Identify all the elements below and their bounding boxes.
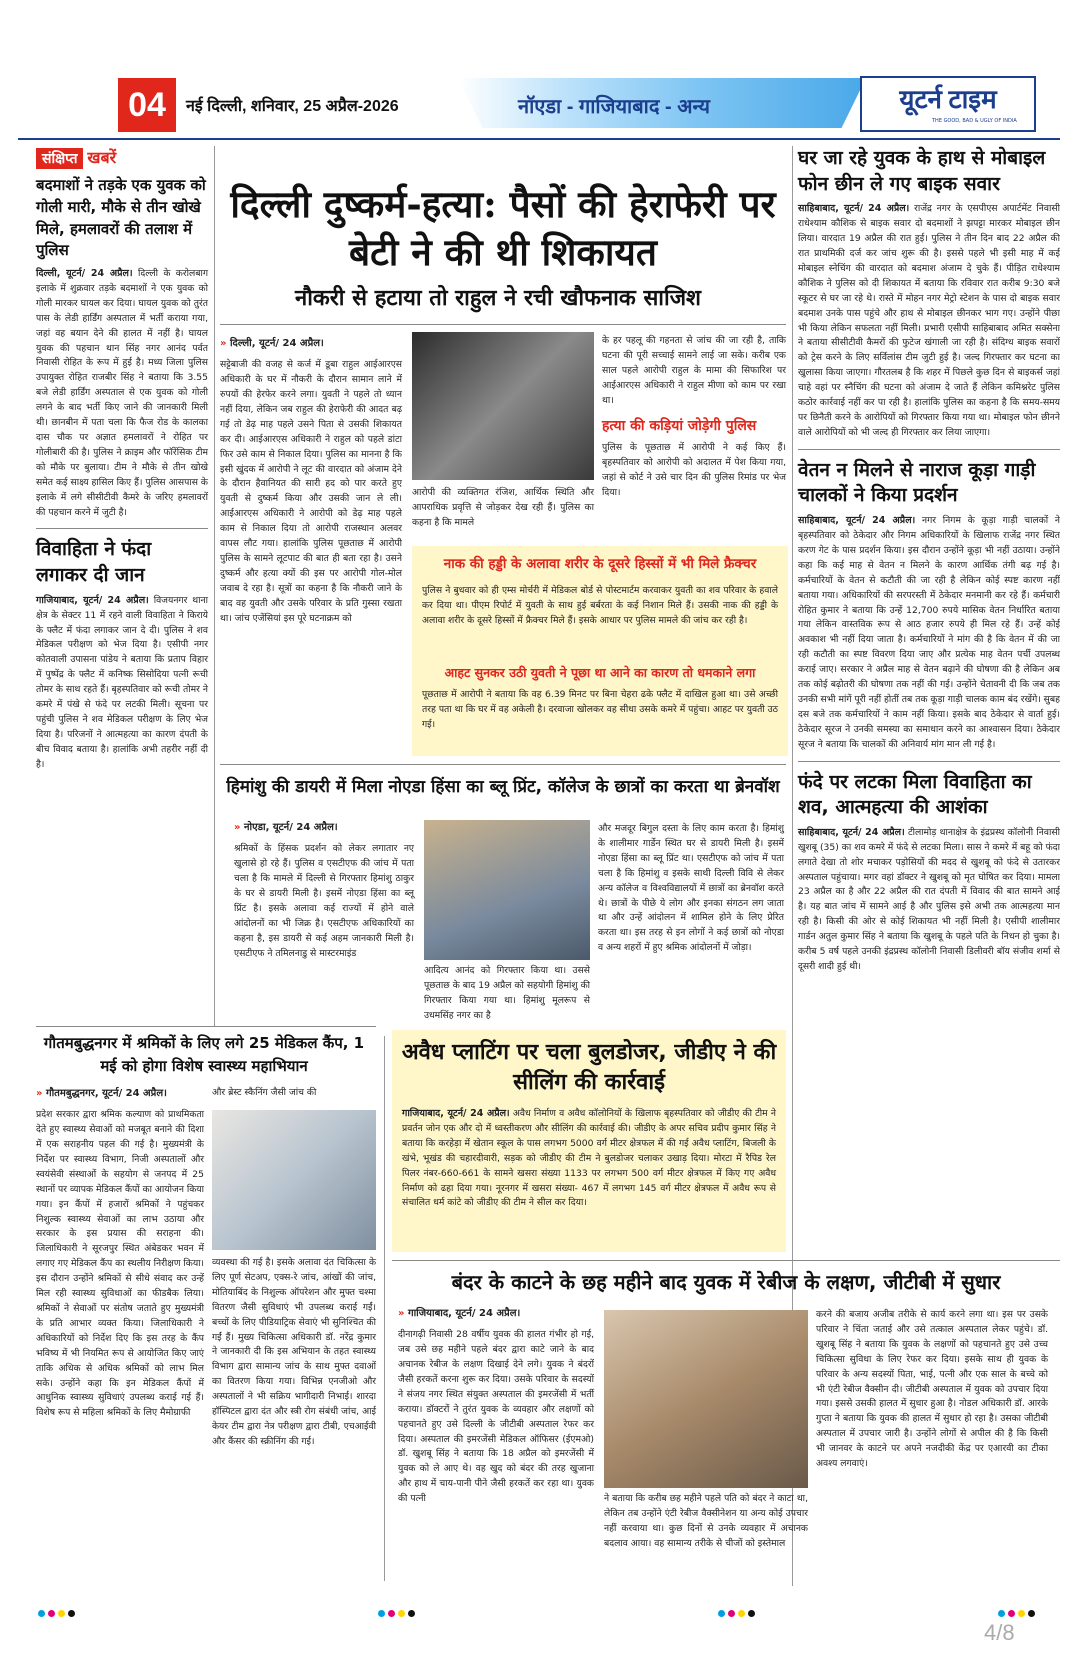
rabies-photo: [604, 1310, 808, 1488]
right-1-dateline: साहिबाबाद, यूटर्न/ 24 अप्रैल।: [798, 203, 910, 215]
bulldozer-body: [402, 1106, 776, 1211]
brief-2-title: विवाहिता ने फंदा लगाकर दी जान: [36, 538, 152, 587]
right-3-body: [798, 825, 1060, 975]
rabies-dateline: गाजियाबाद, यूटर्न/ 24 अप्रैल।: [407, 1308, 521, 1319]
lead-col-2: आरोपी की व्यक्तिगत रंजिश, आर्थिक स्थिति और आपराधिक प्रवृत्ति से जोड़कर देख रही हैं। पुलिस का कहना है कि मामले: [412, 487, 594, 528]
divider: [392, 1260, 1060, 1261]
divider: [798, 761, 1060, 762]
lead-sidebar-box: [412, 546, 788, 756]
camp-col-1: [36, 1086, 204, 1421]
himanshu-col-1: [234, 820, 414, 961]
rabies-byline: » गाजियाबाद, यूटर्न/ 24 अप्रैल।: [398, 1308, 521, 1319]
lead-byline: » दिल्ली, यूटर्न/ 24 अप्रैल।: [220, 338, 324, 349]
lead-col-3: [602, 334, 786, 501]
rabies-headline: बंदर के काटने के छह महीने बाद युवक में रेबीज के लक्षण, जीटीबी में सुधार: [451, 1270, 1001, 1294]
rabies-text-1: दीनागढ़ी निवासी 28 वर्षीय युवक की हालत गंभीर हो गई, जब उसे छह महीने पहले बंदर द्वारा काटे जाने के बाद अचानक रेबीज के लक्षण दिखाई देने लगे। युवक ने बंदरों जैसी हरकतें करना शुरू कर दिया। उसके परिवार के सदस्यों ने संजय नगर स्थित संयुक्त अस्पताल की इमरजेंसी में भर्ती कराया। डॉक्टरों ने तुरंत युवक के व्यवहार और लक्षणों को पहचानते हुए उसे दिल्ली के जीटीबी अस्पताल रेफर कर दिया। अस्पताल की इमरजेंसी मेडिकल ऑफिसर (ईएमओ) डॉ. खुशबू सिंह ने बताया कि 18 अप्रैल को इमरजेंसी में युवक को ले आए थे। वह खुद को बंदर की तरह खुजाना और हाथ में चाय-पानी पीने जैसी हरकतें कर रहा था। युवक की पत्नी: [398, 1329, 594, 1505]
brief-2-body: [36, 593, 208, 773]
box-heading-2: आहट सुनकर उठी युवती ने पूछा था आने का कारण तो धमकाने लगा: [444, 665, 756, 680]
logo-text: यूटर्न टाइम: [899, 85, 997, 114]
camp-photo: [212, 1110, 376, 1250]
rabies-col-2: ने बताया कि करीब छह महीने पहले पति को बंदर ने काटा था, लेकिन तब उन्होंने एंटी रेबीज वैक्सीनेशन या अन्य कोई उपचार नहीं करवाया था। कुछ दिनों से उनके व्यवहार में अचानक बदलाव आया। वह सामान्य तरीके से चीजों को इस्तेमाल: [604, 1493, 808, 1549]
masthead: [18, 74, 1060, 134]
brief-1-text: दिल्ली के करोलबाग इलाके में शुक्रवार तड़के बदमाशों ने एक युवक को गोली मारकर घायल कर दिया। घायल युवक को तुरंत पास के लेडी हार्डिंग अस्पताल में भर्ती कराया गया, जहां वह बयान देने की हालत में नहीं है। घायल युवक की पहचान थान सिंह नगर आनंद पर्वत निवासी रोहित के रूप में हुई है। मध्य जिला पुलिस उपायुक्त रोहित राजबीर सिंह ने बताया कि 3.55 बजे लेडी हार्डिंग अस्पताल से एक युवक को गोली लगने के बाद भर्ती किए जाने की जानकारी मिली थी। छानबीन में पता चला कि फैज रोड के कालका दास चौक पर अज्ञात हमलावरों ने रोहित पर गोलीबारी की है। पुलिस ने क्राइम और फॉरेंसिक टीम को मौके पर बुलाया। टीम ने मौके से तीन खोखे समेत कई साक्ष्य हासिल किए हैं। पुलिस आसपास के इलाके में लगे सीसीटीवी कैमरे के जरिए हमलावरों की पहचान करने में जुटी है।: [36, 268, 208, 518]
lead-photo: [412, 332, 594, 480]
camp-dateline: गौतमबुद्धनगर, यूटर्न/ 24 अप्रैल।: [45, 1088, 167, 1099]
box-text-1: पुलिस ने बुधवार को ही एम्स मोर्चरी में मेडिकल बोर्ड से पोस्टमार्टम करवाकर युवती का शव परिवार के हवाले कर दिया था। पीएम रिपोर्ट में युवती के साथ हुई बर्बरता के कई निशान मिले हैं। उसकी नाक की हड्डी के अलावा शरीर के दूसरे हिस्सों में फ्रैक्चर मिले हैं। इसके आधार पर पुलिस मामले की जांच कर रही है।: [422, 585, 778, 626]
himanshu-headline: हिमांशु की डायरी में मिला नोएडा हिंसा का ब्लू प्रिंट, कॉलेज के छात्रों का करता था ब्रेनवॉश: [226, 777, 780, 797]
print-dots: [38, 1602, 78, 1610]
lead-subheadline: नौकरी से हटाया तो राहुल ने रची खौफनाक साजिश: [295, 286, 701, 311]
right-3-dateline: साहिबाबाद, यूटर्न/ 24 अप्रैल।: [798, 826, 905, 838]
bulldozer-dateline: गाजियाबाद, यूटर्न/ 24 अप्रैल।: [402, 1108, 510, 1119]
briefs-tag2: खबरें: [87, 148, 117, 167]
camp-headline: गौतमबुद्धनगर में श्रमिकों के लिए लगे 25 मेडिकल कैंप, 1 मई को होगा विशेष स्वास्थ्य महाभियान: [43, 1034, 365, 1076]
column-rule: [214, 146, 215, 1026]
left-column: [36, 146, 208, 773]
section-title: नॉएडा - गाजियाबाद - अन्य: [518, 96, 711, 118]
newspaper-page: [18, 46, 1060, 1636]
rabies-col-1: [398, 1306, 594, 1507]
page-number: 04: [118, 78, 176, 132]
box-text-2: पूछताछ में आरोपी ने बताया कि वह 6.39 मिनट पर बिना चेहरा ढके फ्लैट में दाखिल हुआ था। उसे अच्छी तरह पता था कि घर में वह अकेली है। दरवाजा खोलकर वह सीधा उसके कमरे में पहुंचा। आहट पर युवती उठ गई।: [422, 689, 778, 730]
camp-text-1: प्रदेश सरकार द्वारा श्रमिक कल्याण को प्राथमिकता देते हुए स्वास्थ्य सेवाओं को मजबूत बनाने की दिशा में एक सराहनीय पहल की गई है। मुख्यमंत्री के निर्देश पर स्वास्थ्य विभाग, निजी अस्पतालों और स्वयंसेवी संस्थाओं के सहयोग से जनपद में 25 स्थानों पर व्यापक मेडिकल कैंपों का आयोजन किया गया। इन कैंपों में हजारों श्रमिकों ने पहुंचकर निशुल्क स्वास्थ्य सेवाओं का लाभ उठाया और सरकार के इस प्रयास की सराहना की। जिलाधिकारी ने सूरजपुर स्थित अंबेडकर भवन में लगाए गए मेडिकल कैंप का स्थलीय निरीक्षण किया। इस दौरान उन्होंने श्रमिकों से सीधे संवाद कर उन्हें मिल रही स्वास्थ्य सुविधाओं का फीडबैक लिया। श्रमिकों ने सेवाओं पर संतोष जताते हुए मुख्यमंत्री के प्रति आभार व्यक्त किया। जिलाधिकारी ने अधिकारियों को निर्देश दिए कि इस तरह के कैंप भविष्य में भी नियमित रूप से आयोजित किए जाएं ताकि अधिक से अधिक श्रमिकों को लाभ मिल सके। उन्होंने कहा कि इन मेडिकल कैंपों में आधुनिक स्वास्थ्य सुविधाएं उपलब्ध कराई गई हैं। विशेष रूप से महिला श्रमिकों के लिए मैमोग्राफी: [36, 1109, 205, 1419]
himanshu-byline: » नोएडा, यूटर्न/ 24 अप्रैल।: [234, 822, 338, 833]
himanshu-text-1: श्रमिकों के हिंसक प्रदर्शन को लेकर लगातार नए खुलासे हो रहे हैं। पुलिस व एसटीएफ की जांच में पता चला है कि मामले में दिल्ली से गिरफ्तार हिमांशु ठाकुर के घर से डायरी मिली है। इसमें नोएडा हिंसा का ब्लू प्रिंट है। इसके अलावा कई राज्यों में होने वाले आंदोलनों का भी जिक्र है। एसटीएफ अधिकारियों का कहना है, इस डायरी से कई अहम जानकारी मिली है। एसटीएफ ने तमिलनाडु से मास्टरमाइंड: [234, 843, 414, 959]
brief-1-dateline: दिल्ली, यूटर्न/ 24 अप्रैल।: [36, 268, 133, 279]
right-1-title: घर जा रहे युवक के हाथ से मोबाइल फोन छीन ले गए बाइक सवार: [798, 147, 1046, 195]
divider: [220, 324, 786, 325]
camp-col-2b: व्यवस्था की गई है। इसके अलावा दंत चिकित्सा के लिए पूर्ण सेटअप, एक्स-रे जांच, आंखों की जांच, मोतियाबिंद के निशुल्क ऑपरेशन और मुफ्त चश्मा वितरण जैसी सुविधाएं भी उपलब्ध कराई गईं। बच्चों के लिए पीडियाट्रिक सेवाएं भी सुनिश्चित की गईं हैं। मुख्य चिकित्सा अधिकारी डॉ. नरेंद्र कुमार ने जानकारी दी कि इस अभियान के तहत स्वास्थ्य विभाग द्वारा सामान्य जांच के साथ मुफ्त दवाओं का वितरण किया गया। विभिन्न एनजीओ और अस्पतालों ने भी सक्रिय भागीदारी निभाई। शारदा हॉस्पिटल द्वारा दंत और स्त्री रोग संबंधी जांच, आई केयर टीम द्वारा नेत्र परीक्षण द्वारा टीबी, एचआईवी और कैंसर की स्क्रीनिंग की गई।: [212, 1257, 376, 1447]
himanshu-col-3: और मजदूर बिगुल दस्ता के लिए काम करता है। हिमांशु के शालीमार गार्डेन स्थित घर से डायरी मिली है। इसमें नोएडा हिंसा का ब्लू प्रिंट था। एसटीएफ को जांच में पता चला है कि हिमांशु व इसके साथी दिल्ली विवि से लेकर अन्य कॉलेज व विश्वविद्यालयों में छात्रों का ब्रेनवॉश करते थे। छात्रों के पीछे ये लोग और इनका संगठन लग जाता था और उन्हें आंदोलन में शामिल होने के लिए प्रेरित करता था। इस तरह से इन लोगों ने कई छात्रों को नोएडा व अन्य शहरों में हुए श्रमिक आंदोलनों में जोड़ा।: [598, 823, 784, 954]
print-dots: [998, 1602, 1038, 1610]
column-rule: [384, 1036, 385, 1581]
print-dots: [378, 1602, 418, 1610]
right-2-body: [798, 513, 1060, 753]
rabies-col-3: करने की बजाय अजीब तरीके से कार्य करने लगा था। इस पर उसके परिवार ने चिंता जताई और उसे तत्काल अस्पताल लेकर पहुंचे। डॉ. खुशबू सिंह ने बताया कि युवक के लक्षणों को पहचानते हुए उसे उच्च चिकित्सा सुविधा के लिए रेफर कर दिया। इसके साथ ही युवक के परिवार के अन्य सदस्यों पिता, भाई, पत्नी और एक साल के बच्चे को भी एंटी रेबीज वैक्सीन दी। जीटीबी अस्पताल में युवक को उपचार दिया गया। इससे उसकी हालत में सुधार हुआ है। नोडल अधिकारी डॉ. आरके गुप्ता ने बताया कि युवक की हालत में सुधार हो रहा है। उसका जीटीबी अस्पताल में उपचार जारी है। उन्होंने लोगों से अपील की है कि किसी भी जानवर के काटने पर अपने नजदीकी केंद्र पर एआरवी का टीका अवश्य लगवाएं।: [816, 1309, 1048, 1470]
lead-text-3b: पुलिस के पूछताछ में आरोपी ने कई किए हैं। बृहस्पतिवार को आरोपी को अदालत में पेश किया गया, जहां से कोर्ट ने उसे चार दिन की पुलिस रिमांड पर भेज दिया।: [602, 442, 786, 498]
brief-1-body: [36, 266, 208, 520]
lead-subhead: हत्या की कड़ियां जोड़ेगी पुलिस: [602, 417, 757, 434]
brief-2-dateline: गाजियाबाद, यूटर्न/ 24 अप्रैल।: [36, 594, 149, 606]
dateline: नई दिल्ली, शनिवार, 25 अप्रैल-2026: [186, 98, 399, 115]
lead-headline: दिल्ली दुष्कर्म-हत्या: पैसों की हेराफेरी पर बेटी ने की थी शिकायत: [230, 182, 776, 275]
right-2-text: नगर निगम के कूड़ा गाड़ी चालकों ने बृहस्पतिवार को ठेकेदार और निगम अधिकारियों के खिलाफ राजेंद्र नगर स्थित करण गेट के पास प्रदर्शन किया। इस दौरान उन्होंने कूड़ा भी नहीं उठाया। उन्होंने कहा कि कई माह से वेतन न मिलने के कारण आर्थिक तंगी बढ़ गई है। कर्मचारियों के वेतन से कटौती की जा रही है लेकिन कोई स्पष्ट कारण नहीं बताया गया। अधिकारियों की सरपरस्ती में ठेकेदार मनमानी कर रहे हैं। कर्मचारी रोहित कुमार ने बताया कि उन्हें 12,700 रुपये मासिक वेतन निर्धारित बताया गया लेकिन वास्तविक रूप से आठ हजार रुपये ही मिल रहे हैं। उन्हें कोई अवकाश भी नहीं दिया जाता है। कर्मचारियों ने मांग की है कि वेतन में की जा रही कटौती का स्पष्ट विवरण दिया जाए और प्रत्येक माह वेतन पर्ची उपलब्ध कराई जाए। सरकार ने अप्रैल माह से वेतन बढ़ाने की घोषणा की है लेकिन अब तक कोई बढ़ोतरी की घोषणा तक नहीं की गई। उन्होंने चेतावनी दी कि जब तक उनकी सभी मांगें पूरी नहीं होतीं तब तक कूड़ा गाड़ी चालक काम बंद रखेंगे। सुबह दस बजे तक कर्मचारियों ने काम नहीं किया। इसके बाद ठेकेदार से वार्ता हुई। ठेकेदार सूरज ने उनकी समस्या का समाधान करने का आश्वासन दिया। ठेकेदार सूरज ने बताया कि चालकों की अनिवार्य मांग मान ली गई है।: [798, 515, 1060, 750]
top-bar: [0, 0, 1080, 46]
right-2-dateline: साहिबाबाद, यूटर्न/ 24 अप्रैल।: [798, 515, 916, 527]
right-column: [798, 146, 1060, 975]
lead-col-1: [220, 336, 402, 627]
himanshu-dateline: नोएडा, यूटर्न/ 24 अप्रैल।: [243, 822, 338, 833]
right-1-text: राजेंद्र नगर के एसपीएस अपार्टमेंट निवासी राधेश्याम कौशिक से बाइक सवार दो बदमाशों ने झपट्टा मारकर मोबाइल छीन लिया। वारदात 19 अप्रैल की रात हुई। पुलिस ने तीन दिन बाद 22 अप्रैल की रात प्राथमिकी दर्ज कर जांच शुरू की है। इससे पहले भी इसी माह में कई मोबाइल स्नेचिंग की वारदात को बदमाश अंजाम दे चुके हैं। पीड़ित राधेश्याम कौशिक ने पुलिस को दी शिकायत में बताया कि रविवार रात करीब 9:30 बजे स्कूटर से घर जा रहे थे। रास्ते में मोहन नगर मेट्रो स्टेशन के पास दो बाइक सवार बदमाश उनके पास पहुंचे और हाथ से मोबाइल छीनकर भाग गए। उन्होंने पीछा भी किया लेकिन सफलता नहीं मिली। प्रभारी एसीपी साहिबाबाद अमित सक्सेना ने बताया सीसीटीवी कैमरों की फुटेज खंगाली जा रही है। संदिग्ध बाइक सवारों को ट्रेस करने के लिए सर्विलांस टीम जुटी हुई है। जल्द गिरफ्तार कर घटना का खुलासा किया जाएगा। गौरतलब है कि शहर में पिछले कुछ दिन से बाइकर्स जहां चाहे वहां पर स्नैचिंग की घटना को अंजाम दे जाते हैं लेकिन कमिश्नरेट पुलिस कठोर कार्रवाई नहीं कर पा रही है। हालांकि पुलिस का कहना है कि समय-समय पर छिनैती करने के आरोपियों को गिरफ्तार किया गया था। मोबाइल फोन छीनने वाले आरोपियों को भी जल्द ही गिरफ्तार कर लिया जाएगा।: [798, 203, 1060, 438]
box-heading-1: नाक की हड्डी के अलावा शरीर के दूसरे हिस्सों में भी मिले फ्रैक्चर: [443, 556, 757, 572]
camp-col-2a: और ब्रेस्ट स्कैनिंग जैसी जांच की: [212, 1087, 317, 1098]
print-dots: [718, 1602, 758, 1610]
himanshu-col-2: आदित्य आनंद को गिरफ्तार किया था। उससे पूछताछ के बाद 19 अप्रैल को सहयोगी हिमांशु की गिरफ्तार किया गया था। हिमांशु मूलरूप से उधमसिंह नगर का है: [424, 965, 590, 1021]
divider: [220, 764, 786, 765]
right-1-body: [798, 201, 1060, 441]
masthead-rule: [18, 138, 1060, 140]
lead-text-1: सट्टेबाजी की वजह से कर्ज में डूबा राहुल आईआरएस अधिकारी के घर में नौकरी के दौरान सामान लाने में रुपयों की हेरफेर करने लगा। युवती ने पहले तो ध्यान नहीं दिया, लेकिन जब राहुल की हेराफेरी की आदत बढ़ गई तो डेढ़ माह पहले उसने पिता से उसकी शिकायत कर दी। आईआरएस अधिकारी ने राहुल को पहले डांटा फिर उसे काम से निकाल दिया। पुलिस का मानना है कि इसी खुंदक में आरोपी ने लूट की वारदात को अंजाम देने के दौरान हैवानियत की सारी हद को पार करते हुए युवती से दुष्कर्म किया और उसकी जान ले ली। आईआरएस अधिकारी ने आरोपी को डेढ़ माह पहले काम से निकाल दिया तो आरोपी राजस्थान अलवर वापस लौट गया। हालांकि पुलिस पूछताछ में आरोपी पुलिस के सामने लूटपाट की बात ही बता रहा है। उसने दुष्कर्म और हत्या क्यों की इस पर आरोपी गोल-मोल जवाब दे रहा है। सूत्रों का कहना है कि नौकरी जाने के बाद वह युवती और उसके परिवार के प्रति गुस्सा रखता था। जांच एजेंसियां इस पूरे घटनाक्रम को: [220, 359, 402, 624]
divider: [36, 528, 208, 529]
brief-2-text: विजयनगर थाना क्षेत्र के सेक्टर 11 में रहने वाली विवाहिता ने किराये के फ्लैट में फंदा लगाकर जान दे दी। पुलिस ने शव मेडिकल परीक्षण को भेज दिया है। एसीपी नगर कोतवाली उपासना पांडेय ने बताया कि प्रताप विहार में पुष्पेंद्र के फ्लैट में कनिष्क सिसोदिया पत्नी रूची तोमर के साथ रहते हैं। बृहस्पतिवार को रूची तोमर ने कमरे में पंखे से फंदे पर लटकी मिली। सूचना पर पहुंची पुलिस ने शव मेडिकल परीक्षण के लिए भेज दिया है। परिजनों ने आत्महत्या का कारण दंपती के बीच विवाद बताया है। हालांकि अभी तहरीर नहीं दी है।: [36, 594, 209, 770]
divider: [36, 1026, 376, 1027]
right-3-title: फंदे पर लटका मिला विवाहिता का शव, आत्महत्या की आशंका: [798, 770, 1032, 819]
brief-1-title: बदमाशों ने तड़के एक युवक को गोली मारी, मौके से तीन खोखे मिले, हमलावरों की तलाश में पुलिस: [36, 176, 206, 260]
bulldozer-box: [392, 1030, 786, 1252]
right-2-title: वेतन न मिलने से नाराज कूड़ा गाड़ी चालकों ने किया प्रदर्शन: [798, 458, 1036, 507]
right-3-text: टीलामोड़ थानाक्षेत्र के इंद्रप्रस्थ कॉलोनी निवासी खुशबू (35) का शव कमरे में फंदे से लटका मिला। सास ने कमरे में बहू को फंदा लगाते देखा तो शोर मचाकर पड़ोसियों की मदद से खुशबू को फंदे से उतारकर अस्पताल पहुंचाया। मगर वहां डॉक्टर ने खुशबू को मृत घोषित कर दिया। मामला 23 अप्रैल का है और 22 अप्रैल की रात दंपती में विवाद की बात सामने आई है। यह बात जांच में सामने आई है और पुलिस इसे अभी तक आत्महत्या मान रही है। किसी की ओर से कोई शिकायत भी नहीं मिली है। एसीपी शालीमार गार्डन अतुल कुमार सिंह ने बताया कि खुशबू के पहले पति के निधन हो चुका है। करीब 5 वर्ष पहले उनकी इंद्रप्रस्थ कॉलोनी निवासी डिलीवरी बॉय संजीव शर्मा से दूसरी शादी हुई थी।: [798, 826, 1060, 972]
lead-text-3: के हर पहलू की गहनता से जांच की जा रही है, ताकि घटना की पूरी सच्चाई सामने लाई जा सके। करीब एक साल पहले आरोपी राहुल के मामा की सिफारिश पर आईआरएस अधिकारी ने राहुल मीणा को काम पर रखा था।: [602, 335, 786, 406]
himanshu-photo: [424, 820, 590, 960]
logo: [860, 76, 1036, 132]
bulldozer-text: अवैध निर्माण व अवैध कॉलोनियों के खिलाफ बृहस्पतिवार को जीडीए की टीम ने प्रवर्तन जोन एक और दो में ध्वस्तीकरण और सीलिंग की कार्रवाई की। जीडीए के अपर सचिव प्रदीप कुमार सिंह ने बताया कि करहेड़ा में खेतान स्कूल के पास लगभग 5000 वर्ग मीटर क्षेत्रफल में की गई अवैध प्लाटिंग, बिजली के खंभे, भूखंड की चहारदीवारी, सड़क को जीडीए की टीम ने बुलडोजर चलाकर उखाड़ दिया। मोरटा में रैपिड रेल पिलर नंबर-660-661 के सामने खसरा संख्या 1133 पर लगभग 500 वर्ग मीटर क्षेत्रफल में किए गए अवैध निर्माण को ढहा दिया गया। नूरनगर में खसरा संख्या- 467 में लगभग 145 वर्ग मीटर क्षेत्रफल में अवैध रूप से संचालित धर्म कांटे को जीडीए की टीम ने सील कर दिया।: [402, 1108, 777, 1209]
page-indicator: 4/8: [984, 1620, 1015, 1645]
logo-tagline: THE GOOD, BAD & UGLY OF INDIA: [932, 118, 1017, 124]
divider: [798, 449, 1060, 450]
lead-dateline: दिल्ली, यूटर्न/ 24 अप्रैल।: [229, 338, 324, 349]
bulldozer-headline: अवैध प्लाटिंग पर चला बुलडोजर, जीडीए ने की सीलिंग की कार्रवाई: [401, 1040, 777, 1095]
camp-byline: » गौतमबुद्धनगर, यूटर्न/ 24 अप्रैल।: [36, 1088, 167, 1099]
briefs-tag: संक्षिप्त: [36, 148, 83, 169]
